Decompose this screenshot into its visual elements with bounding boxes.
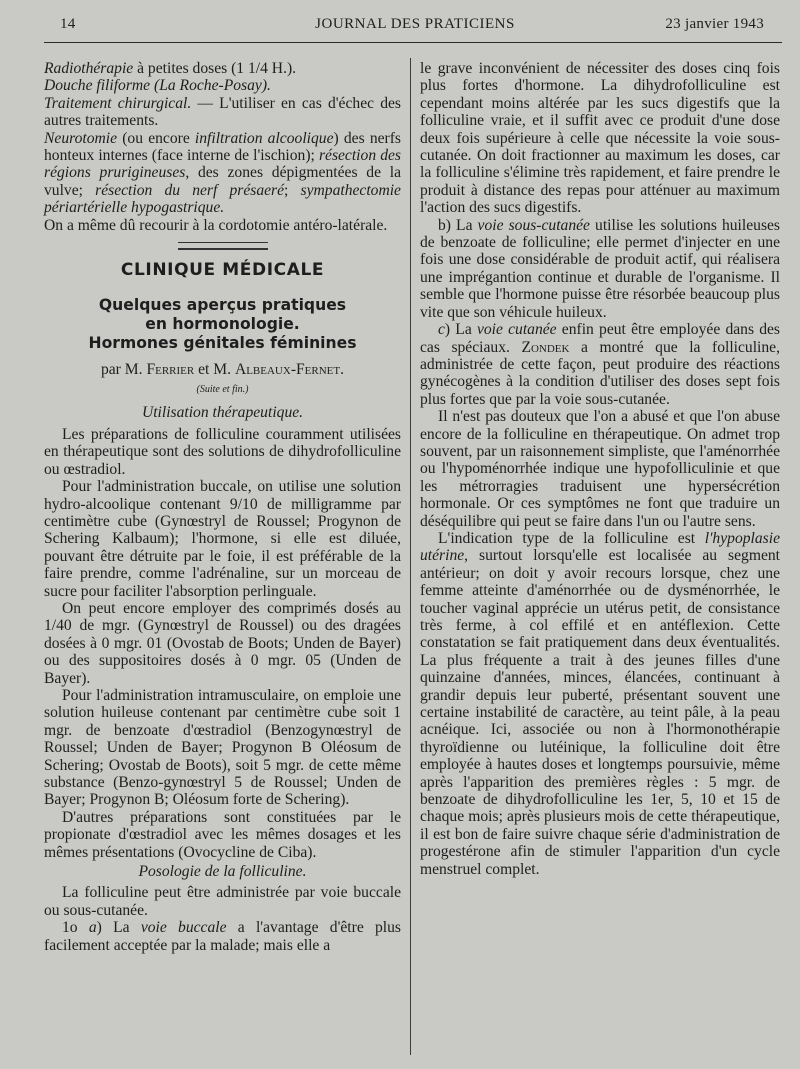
page-number: 14 [60, 16, 76, 32]
paragraph: D'autres préparations sont constituées par le propionate d'œstradiol avec les mêmes dosages et les mêmes présentations (Ovocycline de Ciba). [44, 808, 401, 861]
issue-date: 23 janvier 1943 [665, 16, 764, 32]
paragraph: b) La voie sous-cutanée utilise les solutions huileuses de benzoate de folliculine; elle permet d'injecter en une fois une dose considérable de produit actif, qui réalisera une imprégantion continue et durable de l'organisme. Il semble que l'hormone puisse être résorbée beaucoup plus vite que son véhicule huileux. [420, 216, 780, 321]
subheading: Posologie de la folliculine. [138, 863, 307, 881]
section-title: CLINIQUE MÉDICALE [120, 260, 325, 281]
paragraph: le grave inconvénient de nécessiter des doses cinq fois plus fortes d'hormone. La dihydrofolliculine est cependant moins altérée par les sucs digestifs que la folliculine vraie, et il suffit avec ce produit d'une dose deux fois supérieure à celle que nécessite la voie sous-cutanée. On doit fractionner au maximum les doses, car la folliculine s'élimine très rapidement, et faire prendre le produit à distance des repas pour atténuer au maximum l'action des sucs digestifs. [420, 60, 780, 217]
paragraph: La folliculine peut être administrée par voie buccale ou sous-cutanée. [44, 884, 401, 919]
paragraph: L'indication type de la folliculine est l'hypoplasie utérine, surtout lorsqu'elle est localisée au segment antérieur; on doit y avoir recours lorsque, chez une femme atteinte d'aménorrhée ou de dysménorrhée, le toucher vaginal apprécie un utérus petit, de consistance très ferme, à col effilé et en antéflexion. Cette constatation se fait pratiquement dans deux éventualités. La plus fréquente a trait à des jeunes filles d'une quinzaine d'années, minces, élancées, continuant à grandir depuis leur puberté, présentant souvent une certaine instabilité de caractère, au teint pâle, à la peau acnéique. Ici, associée ou non à l'hormonothérapie thyroïdienne ou lutéinique, la folliculine doit être employée à hautes doses et longtemps poursuivie, même après l'apparition des premières règles : 5 mgr. de benzoate de dihydrofolliculine les 1er, 5, 10 et 15 de chaque mois; après plusieurs mois de cette thérapeutique, il est bon de faire suivre chaque série d'administration de progestérone afin de stimuler l'apparition d'un cycle menstruel complet. [420, 529, 780, 878]
article-title: Quelques aperçus pratiques en hormonologie. Hormones génitales féminines [88, 296, 357, 353]
paragraph: Pour l'administration intramusculaire, on emploie une solution huileuse contenant par centimètre cube soit 1 mgr. de benzoate d'œstradiol (Benzogynœstryl de Roussel; Unden de Bayer; Progynon B Oléosum de Schering; Ovostab de Boots), soit 5 mgr. de cette même substance (Benzo-gynœstryl 5 de Roussel; Unden de Bayer; Progynon B; Oléosum forte de Schering). [44, 686, 401, 809]
page-header [60, 16, 770, 38]
continuation-note: (Suite et fin.) [196, 384, 249, 396]
paragraph: Pour l'administration buccale, on utilise une solution hydro-alcoolique contenant 9/10 de milligramme par centimètre cube (Gynœstryl de Roussel; Progynon de Schering Kalbaum); l'hormone, si elle est diluée, pouvant être détruite par le foie, il est préférable de la faire prendre, comme l'adrénaline, sur un morceau de sucre pour faciliter l'absorption perlinguale. [44, 478, 401, 600]
journal-title: JOURNAL DES PRATICIENS [315, 16, 515, 32]
paragraph: On a même dû recourir à la cordotomie antéro-latérale. [44, 216, 388, 234]
ornament-rule [178, 242, 268, 250]
paragraph: On peut encore employer des comprimés dosés au 1/40 de mgr. (Gynœstryl de Roussel) ou des dragées dosées à 0 mgr. 01 (Ovostab de Boots; Unden de Bayer) ou des suppositoires dosés à 0 mgr. 05 (Unden de Bayer). [44, 599, 401, 687]
paragraph: 1o a) La voie buccale a l'avantage d'être plus facilement acceptée par la malade; mais elle a [44, 919, 401, 954]
header-rule [44, 42, 782, 43]
paragraph: c) La voie cutanée enfin peut être employée dans des cas spéciaux. Zondek a montré que la folliculine, administrée de cette façon, peut produire des réactions gynécogènes à la condition d'utiliser des doses sept fois plus fortes que par la voie sous-cutanée. [420, 321, 781, 408]
right-column [420, 60, 780, 878]
paragraph: Douche filiforme (La Roche-Posay). [44, 77, 271, 95]
left-column [44, 60, 401, 954]
paragraph: Les préparations de folliculine couramment utilisées en thérapeutique sont des solutions de dihydrofolliculine ou œstradiol. [44, 425, 401, 478]
paragraph: Traitement chirurgical. — L'utiliser en cas d'échec des autres traitements. [44, 94, 401, 130]
column-divider [410, 58, 411, 1055]
paragraph: Neurotomie (ou encore infiltration alcoolique) des nerfs honteux internes (face interne de l'ischion); résection des régions prurigineuses, des zones dépigmentées de la vulve; résection du nerf présaeré; sympathectomie périartérielle hypogastrique. [44, 129, 401, 217]
paragraph: Radiothérapie à petites doses (1 1/4 H.). [44, 60, 297, 77]
byline: par M. Ferrier et M. Albeaux-Fernet. [100, 361, 345, 379]
subheading: Utilisation thérapeutique. [141, 404, 304, 422]
paragraph: Il n'est pas douteux que l'on a abusé et que l'on abuse encore de la folliculine en thérapeutique. On admet trop souvent, par un raisonnement simpliste, que l'aménorrhée ou l'hypoménorrhée indique une hypofolliculinie et que les métrorragies traduisent une hypersécrétion hormonale. Or ces symptômes ne font que traduire un déséquilibre qui peut se faire dans l'un ou l'autre sens. [420, 408, 780, 530]
